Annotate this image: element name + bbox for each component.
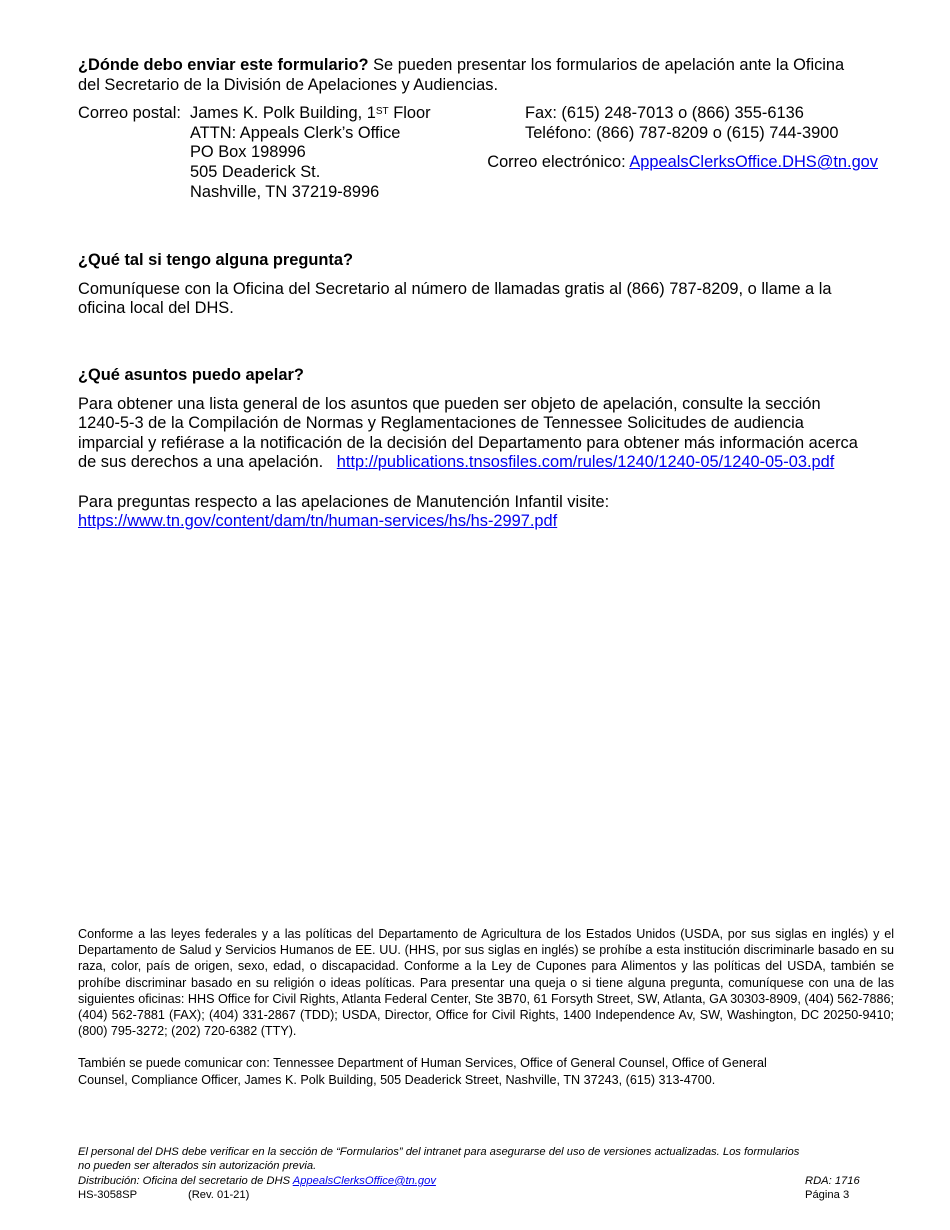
phone-number: Teléfono: (866) 787-8209 o (615) 744-3900	[525, 123, 839, 142]
issues-text: Para obtener una lista general de los asuntos que pueden ser objeto de apelación, consulte la sección 1240-5-3 de la Compilación de Normas y Reglamentaciones de Tennessee Solicitudes de audiencia imparcial y refiérase a la notificación de la decisión del Departamento para obtener más información acerca de sus derechos a una apelación. http://publications.tnsosfiles.com/rules/1240/1240-05/1240-05-03.pdf	[78, 394, 858, 472]
footer-notice: El personal del DHS debe verificar en la sección de “Formularios” del intranet para asegurarse del uso de versiones actualizadas. Los formularios no pueden ser alterados sin autorización previa.	[78, 1146, 800, 1173]
email-line	[487, 153, 878, 173]
contact-block	[78, 104, 894, 204]
rules-link[interactable]: http://publications.tnsosfiles.com/rules/1240/1240-05/1240-05-03.pdf	[336, 453, 835, 472]
general-counsel-text: También se puede comunicar con: Tennessee Department of Human Services, Office of General Counsel, Office of General Counsel, Compliance Officer, James K. Polk Building, 505 Deaderick Street, Nashville, TN 37243, (615) 313-4700.	[78, 1056, 767, 1087]
superscript-st: ST	[375, 106, 389, 118]
mail-line3: PO Box 198996	[190, 143, 306, 162]
legal-notice	[78, 926, 894, 1088]
where-heading: ¿Dónde debo enviar este formulario?	[78, 56, 369, 74]
mail-line4: 505 Deaderick St.	[190, 162, 321, 181]
distribution-label: Distribución: Oficina del secretario de DHS	[78, 1174, 293, 1187]
where-paragraph	[78, 56, 894, 95]
questions-section	[78, 251, 894, 319]
page-body	[78, 56, 894, 532]
footer-form-row	[78, 1188, 894, 1202]
rda-number: RDA: 1716	[805, 1174, 860, 1187]
child-support-link[interactable]: https://www.tn.gov/content/dam/tn/human-services/hs/hs-2997.pdf	[78, 512, 558, 531]
questions-text: Comuníquese con la Oficina del Secretario al número de llamadas gratis al (866) 787-8209, o llame a la oficina local del DHS.	[78, 279, 832, 318]
mail-address	[190, 104, 431, 202]
nondiscrimination-text: Conforme a las leyes federales y a las políticas del Departamento de Agricultura de los Estados Unidos (USDA, por sus siglas en inglés) y el Departamento de Salud y Servicios Humanos de EE. UU. (HHS, por sus siglas en inglés) se prohíbe a esta institución discriminarle basado en su raza, color, país de origen, sexo, edad, o discapacidad. Conforme a la Ley de Cupones para Alimentos y las políticas del USDA, también se prohíbe discriminar basado en su religión o ideas políticas. Para presentar una queja o si tiene alguna pregunta, comuníquese con una de las siguientes oficinas: HHS Office for Civil Rights, Atlanta Federal Center, Ste 3B70, 61 Forsyth Street, SW, Atlanta, GA 30303-8909, (404) 562-7886; (404) 562-7881 (FAX); (404) 331-2867 (TDD); USDA, Director, Office for Civil Rights, 1400 Independence Av, SW, Washington, DC 20250-9410; (800) 795-3272; (202) 720-6382 (TTY).	[78, 927, 894, 1039]
where-intro-line2: del Secretario de la División de Apelaciones y Audiencias.	[78, 75, 499, 94]
revision: (Rev. 01-21)	[188, 1189, 250, 1202]
footer-distribution-row	[78, 1174, 894, 1188]
fax-number: Fax: (615) 248-7013 o (866) 355-6136	[525, 104, 804, 123]
email-label: Correo electrónico:	[487, 153, 630, 172]
mail-label: Correo postal:	[78, 104, 181, 123]
issues-heading: ¿Qué asuntos puedo apelar?	[78, 365, 304, 384]
questions-heading: ¿Qué tal si tengo alguna pregunta?	[78, 251, 354, 270]
page-footer	[78, 1145, 894, 1203]
email-link[interactable]: AppealsClerksOffice.DHS@tn.gov	[629, 153, 878, 172]
mail-line5: Nashville, TN 37219-8996	[190, 182, 380, 201]
page-number: Página 3	[805, 1189, 850, 1202]
issues-section	[78, 366, 894, 532]
mail-line1: James K. Polk Building, 1ST Floor	[190, 104, 431, 123]
distribution-email-link[interactable]: AppealsClerksOffice@tn.gov	[292, 1174, 436, 1187]
where-intro-line1: Se pueden presentar los formularios de apelación ante la Oficina	[373, 56, 845, 74]
child-support-text: Para preguntas respecto a las apelaciones de Manutención Infantil visite: https://www.tn.gov/content/dam/tn/human-services/hs/hs-2997.pdf	[78, 492, 610, 531]
mail-line2: ATTN: Appeals Clerk’s Office	[190, 123, 401, 142]
form-number: HS-3058SP	[78, 1189, 138, 1202]
